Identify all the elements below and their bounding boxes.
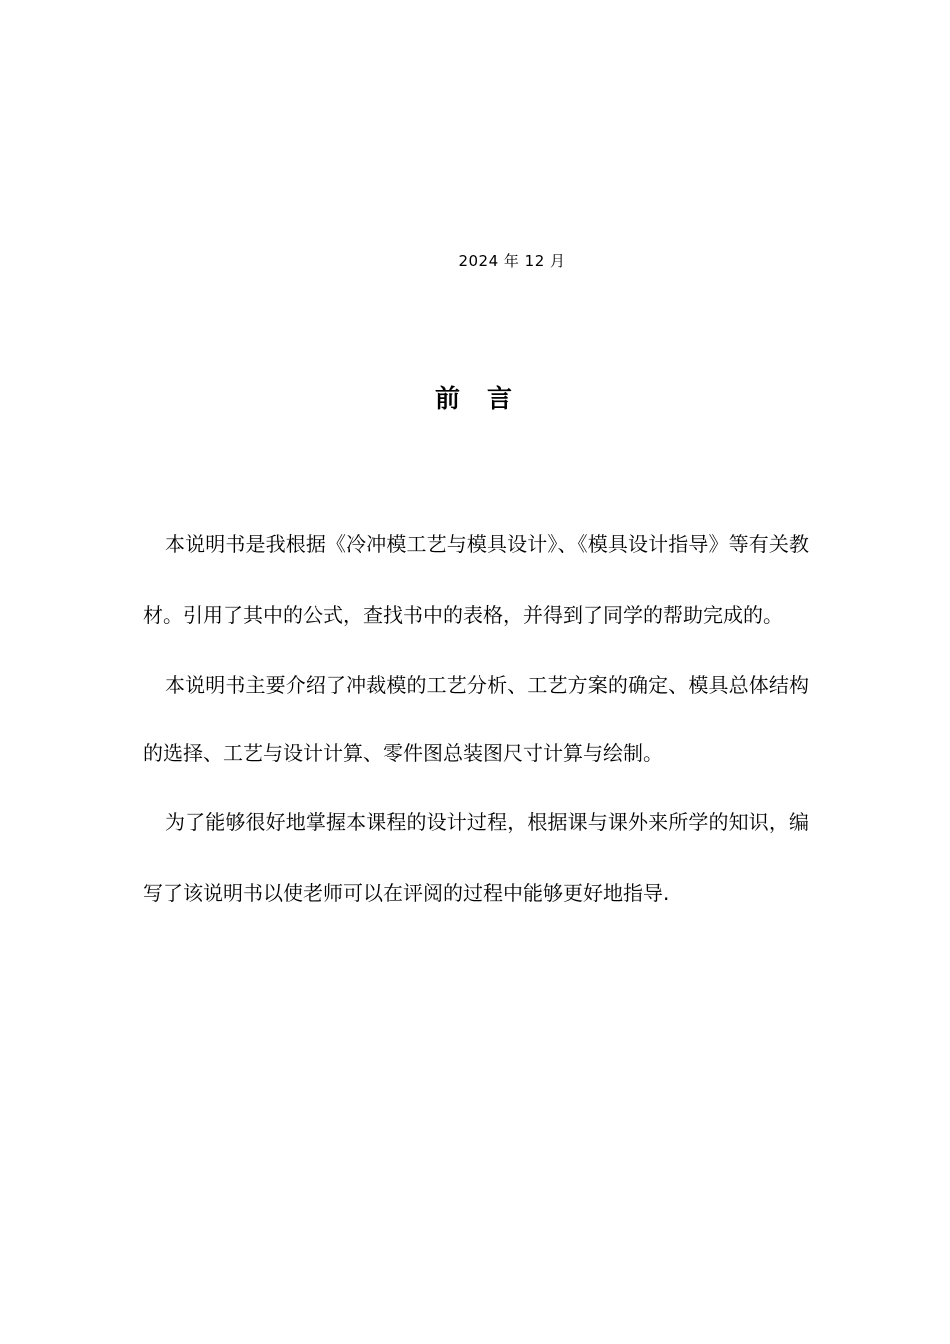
preface-paragraph-3: 为了能够很好地掌握本课程的设计过程，根据课与课外来所学的知识，编写了该说明书以使老师可以在评阅的过程中能够更好地指导. — [143, 810, 809, 905]
document-date: 2024 年 12 月 — [458, 252, 566, 270]
preface-paragraph-2: 本说明书主要介绍了冲裁模的工艺分析、工艺方案的确定、模具总体结构的选择、工艺与设计计算、零件图总装图尺寸计算与绘制。 — [143, 673, 809, 765]
preface-body — [143, 509, 809, 929]
section-heading — [0, 382, 950, 416]
heading-char-1: 前 — [434, 384, 463, 413]
preface-paragraph-1: 本说明书是我根据《冷冲模工艺与模具设计》、《模具设计指导》等有关教材。引用了其中的公式，查找书中的表格，并得到了同学的帮助完成的。 — [143, 532, 809, 627]
heading-char-2: 言 — [487, 384, 516, 413]
